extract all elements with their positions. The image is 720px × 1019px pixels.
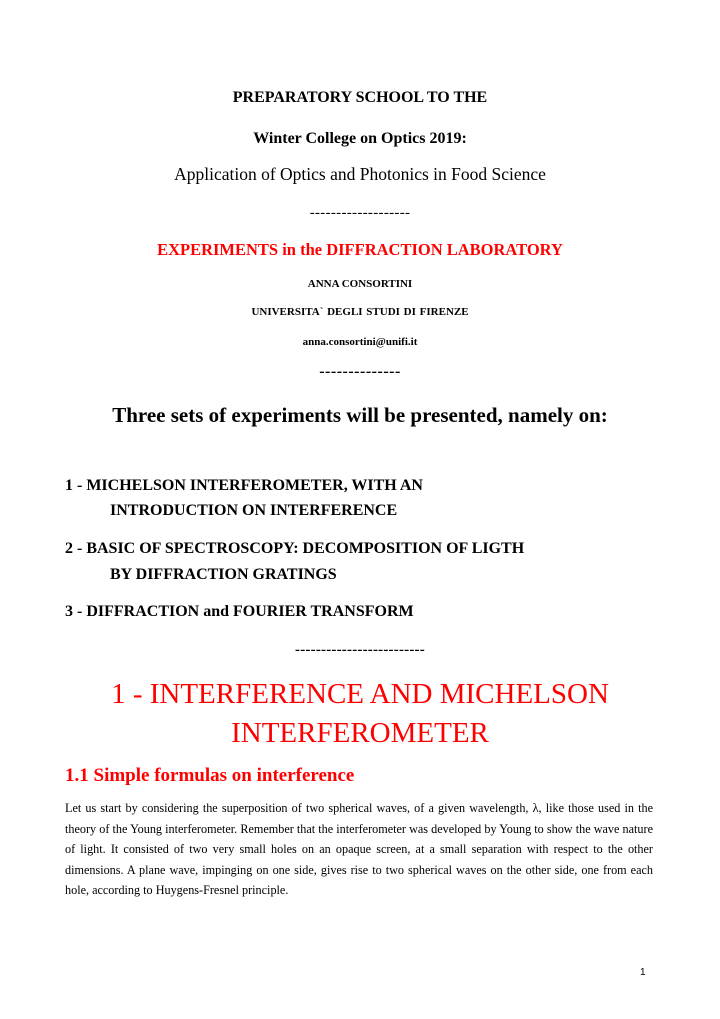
separator-3: ------------------------- [295, 642, 425, 658]
section-title: 1.1 Simple formulas on interference [65, 765, 355, 786]
chapter-title-line-2: INTERFEROMETER [231, 717, 489, 749]
school-heading: PREPARATORY SCHOOL TO THE [232, 89, 488, 106]
event-subtitle: Application of Optics and Photonics in Food Science [174, 164, 546, 184]
university-name: UNIVERSITA` DEGLI STUDI DI FIRENZE [251, 306, 469, 318]
chapter-title-line-1: 1 - INTERFERENCE AND MICHELSON [111, 678, 609, 710]
page-number: 1 [640, 967, 646, 978]
author-name: ANNA CONSORTINI [307, 278, 413, 290]
author-email: anna.consortini@unifi.it [302, 336, 418, 348]
experiment-item-3: 3 - DIFFRACTION and FOURIER TRANSFORM [65, 603, 414, 620]
college-heading: Winter College on Optics 2019: [253, 130, 467, 147]
separator-1: ------------------- [309, 205, 411, 221]
intro-sentence: Three sets of experiments will be presented, namely on: [112, 403, 608, 427]
experiment-item-2: 2 - BASIC OF SPECTROSCOPY: DECOMPOSITION OF LIGTH [65, 540, 525, 557]
experiment-item-1: 1 - MICHELSON INTERFEROMETER, WITH AN [65, 477, 423, 494]
lab-title: EXPERIMENTS in the DIFFRACTION LABORATORY [157, 240, 563, 259]
experiment-item-2-continued: BY DIFFRACTION GRATINGS [110, 566, 337, 583]
separator-2: -------------- [319, 363, 401, 380]
experiment-item-1-continued: INTRODUCTION ON INTERFERENCE [110, 502, 398, 519]
body-paragraph: Let us start by considering the superposition of two spherical waves, of a given wavelength, λ, like those used in the theory of the Young interferometer. Remember that the interferometer was developed by Young to show the wave nature of light. It consisted of two very small holes on an opaque screen, at a small separation with respect to the other dimensions. A plane wave, impinging on one side, gives rise to two spherical waves on the other side, one from each hole, according to Huygens-Fresnel principle. [65, 801, 653, 897]
